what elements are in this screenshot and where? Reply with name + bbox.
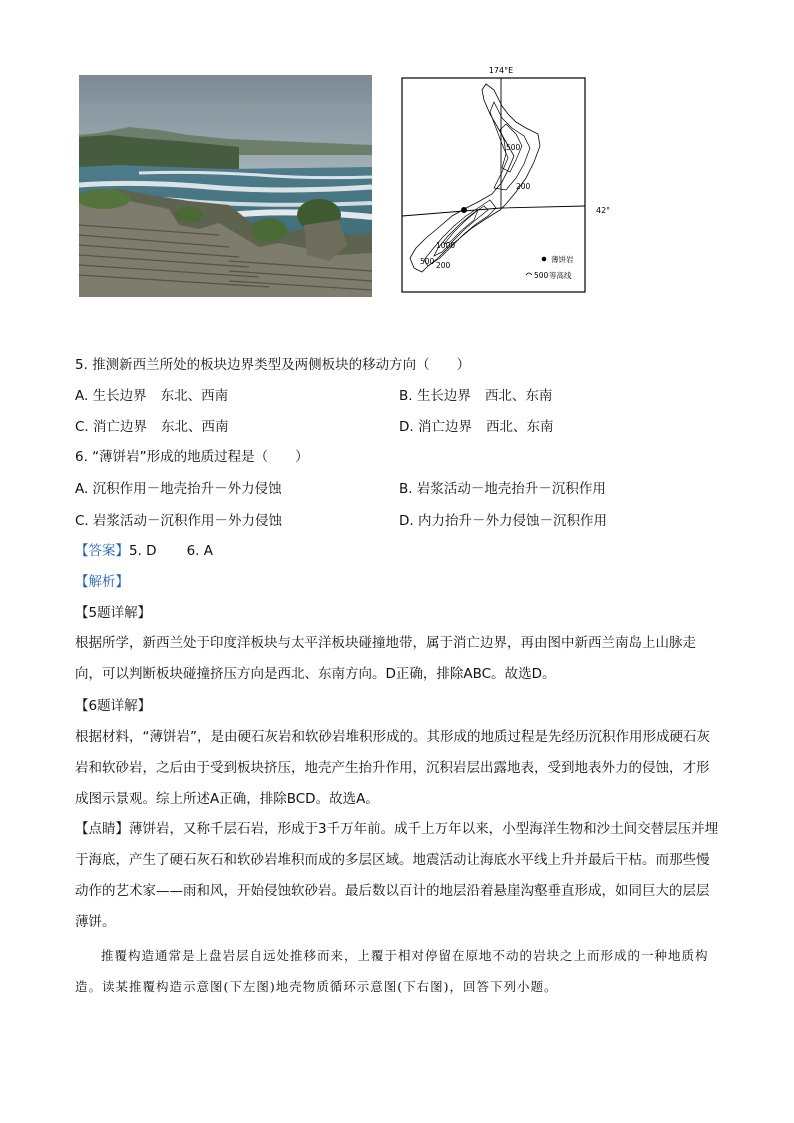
- option-text: 消亡边界: [417, 419, 472, 435]
- q5-option-a[interactable]: [75, 386, 228, 406]
- option-letter: D.: [399, 419, 414, 435]
- q5-option-d[interactable]: [399, 417, 553, 437]
- q6-option-b[interactable]: [399, 479, 606, 499]
- legend-point-label: 薄饼岩: [551, 255, 574, 264]
- analysis-label: 【解析】: [75, 574, 129, 590]
- option-text: 内力抬升－外力侵蚀－沉积作用: [417, 513, 607, 529]
- contour-label-200-north: 200: [516, 182, 531, 191]
- answer-q5: 5. D: [129, 543, 157, 559]
- option-letter: D.: [399, 513, 414, 529]
- q5-option-c[interactable]: [75, 417, 229, 437]
- q6-stem: 6. “薄饼岩”形成的地质过程是（ ）: [75, 449, 309, 465]
- contour-label-200-south: 200: [436, 261, 451, 270]
- option-direction: 东北、西南: [161, 419, 229, 435]
- option-direction: 东北、西南: [160, 388, 229, 404]
- note-label: 【点睛】: [75, 821, 129, 837]
- pancake-rocks-point: [461, 207, 467, 213]
- option-letter: A.: [75, 481, 89, 497]
- option-direction: 西北、东南: [485, 419, 554, 435]
- q6-option-c[interactable]: [75, 511, 282, 531]
- q5-detail-title: 【5题详解】: [75, 605, 152, 621]
- q6-detail-body: 根据材料，“薄饼岩”，是由硬石灰岩和软砂岩堆积形成的。其形成的地质过程是先经历沉积作用形成硬石灰岩和软砂岩，之后由于受到板块挤压，地壳产生抬升作用，沉积岩层出露地表，受到地表外力的侵蚀，才形成图示景观。综上所述A正确，排除BCD。故选A。: [75, 729, 710, 807]
- note-body: 薄饼岩，又称千层石岩，形成于3千万年前。成千上万年以来，小型海洋生物和沙土间交替层压并埋于海底，产生了硬石灰石和软砂岩堆积而成的多层区域。地震活动让海底水平线上升并最后干枯。而那些慢动作的艺术家——雨和风，开始侵蚀软砂岩。最后数以百计的地层沿着悬崖沟壑垂直形成，如同巨大的层层薄饼。: [75, 821, 719, 930]
- q5-option-b[interactable]: [399, 386, 552, 406]
- q5-detail-body: 根据所学，新西兰处于印度洋板块与太平洋板块碰撞地带，属于消亡边界，再由图中新西兰南岛上山脉走向，可以判断板块碰撞挤压方向是西北、东南方向。D正确，排除ABC。故选D。: [75, 635, 696, 682]
- contour-label-1000: 1000: [436, 241, 456, 250]
- longitude-label: 174°E: [488, 66, 514, 75]
- q6-option-a[interactable]: [75, 479, 282, 499]
- option-letter: B.: [399, 388, 413, 404]
- option-letter: A.: [75, 388, 89, 404]
- contour-label-500-north: 500: [506, 143, 521, 152]
- option-text: 生长边界: [92, 388, 147, 404]
- note-block: [75, 814, 720, 938]
- option-text: 岩浆活动－地壳抬升－沉积作用: [416, 481, 606, 497]
- q6-option-d[interactable]: [399, 511, 607, 531]
- next-material: 推覆构造通常是上盘岩层自远处推移而来，上覆于相对停留在原地不动的岩块之上而形成的一种地质构造。读某推覆构造示意图(下左图)地壳物质循环示意图(下右图)，回答下列小题。: [75, 948, 709, 994]
- answer-line: [75, 541, 213, 561]
- option-direction: 西北、东南: [484, 388, 553, 404]
- latitude-label: 42°: [596, 206, 611, 215]
- option-letter: C.: [75, 419, 89, 435]
- legend-contour-value: 500: [534, 271, 549, 280]
- q5-stem: 5. 推测新西兰所处的板块边界类型及两侧板块的移动方向（ ）: [75, 357, 471, 373]
- new-zealand-map: [398, 62, 618, 298]
- option-text: 消亡边界: [93, 419, 148, 435]
- legend-contour-label: 等高线: [549, 271, 572, 280]
- legend-point-icon: [542, 257, 547, 262]
- answer-label: 【答案】: [75, 543, 129, 559]
- pancake-rocks-photo: [79, 75, 372, 297]
- option-text: 岩浆活动－沉积作用－外力侵蚀: [93, 513, 283, 529]
- contour-label-500-south: 500: [420, 257, 435, 266]
- q6-detail-title: 【6题详解】: [75, 698, 152, 714]
- option-letter: C.: [75, 513, 89, 529]
- answer-q6: 6. A: [186, 543, 213, 559]
- option-text: 生长边界: [416, 388, 471, 404]
- option-letter: B.: [399, 481, 413, 497]
- option-text: 沉积作用－地壳抬升－外力侵蚀: [92, 481, 282, 497]
